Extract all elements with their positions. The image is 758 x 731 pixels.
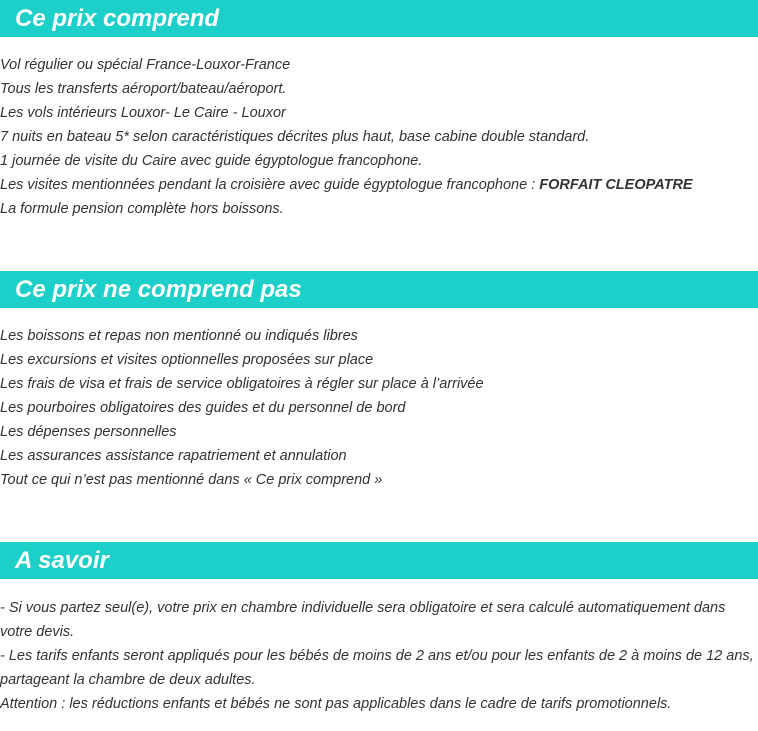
included-item: 1 journée de visite du Caire avec guide égyptologue francophone. (0, 153, 423, 169)
info-item: - Si vous partez seul(e), votre prix en chambre individuelle sera obligatoire et sera calculé automatiquement dans votre devis. (0, 600, 726, 640)
excluded-list (0, 324, 758, 492)
included-item: Tous les transferts aéroport/bateau/aéroport. (0, 81, 287, 97)
included-item-visits (0, 173, 758, 197)
included-visits-package: FORFAIT CLEOPATRE (539, 177, 693, 193)
excluded-item: Les excursions et visites optionnelles proposées sur place (0, 352, 374, 368)
included-visits-text: Les visites mentionnées pendant la croisière avec guide égyptologue francophone : (0, 177, 540, 193)
excluded-item: Les assurances assistance rapatriement et annulation (0, 448, 347, 464)
excluded-item: Les frais de visa et frais de service obligatoires à régler sur place à l’arrivée (0, 376, 484, 392)
section-header-included (0, 0, 758, 37)
info-list (0, 596, 758, 716)
info-item: - Les tarifs enfants seront appliqués pour les bébés de moins de 2 ans et/ou pour les enfants de 2 à moins de 12 ans, partageant la chambre de deux adultes. (0, 648, 754, 688)
excluded-item: Les pourboires obligatoires des guides et du personnel de bord (0, 400, 406, 416)
section-title-info: A savoir (15, 547, 109, 574)
section-title-excluded: Ce prix ne comprend pas (15, 276, 302, 303)
included-item: 7 nuits en bateau 5* selon caractéristiques décrites plus haut, base cabine double standard. (0, 129, 590, 145)
included-item: Les vols intérieurs Louxor- Le Caire - Louxor (0, 105, 286, 121)
info-item: Attention : les réductions enfants et bébés ne sont pas applicables dans le cadre de tarifs promotionnels. (0, 696, 672, 712)
section-header-info (0, 542, 758, 579)
excluded-item: Les dépenses personnelles (0, 424, 177, 440)
section-title-included: Ce prix comprend (15, 5, 220, 32)
included-item: La formule pension complète hors boissons. (0, 201, 284, 217)
included-item: Vol régulier ou spécial France-Louxor-France (0, 57, 291, 73)
section-header-excluded (0, 271, 758, 308)
included-list (0, 53, 758, 221)
excluded-item: Tout ce qui n’est pas mentionné dans « Ce prix comprend » (0, 472, 383, 488)
excluded-item: Les boissons et repas non mentionné ou indiqués libres (0, 328, 358, 344)
